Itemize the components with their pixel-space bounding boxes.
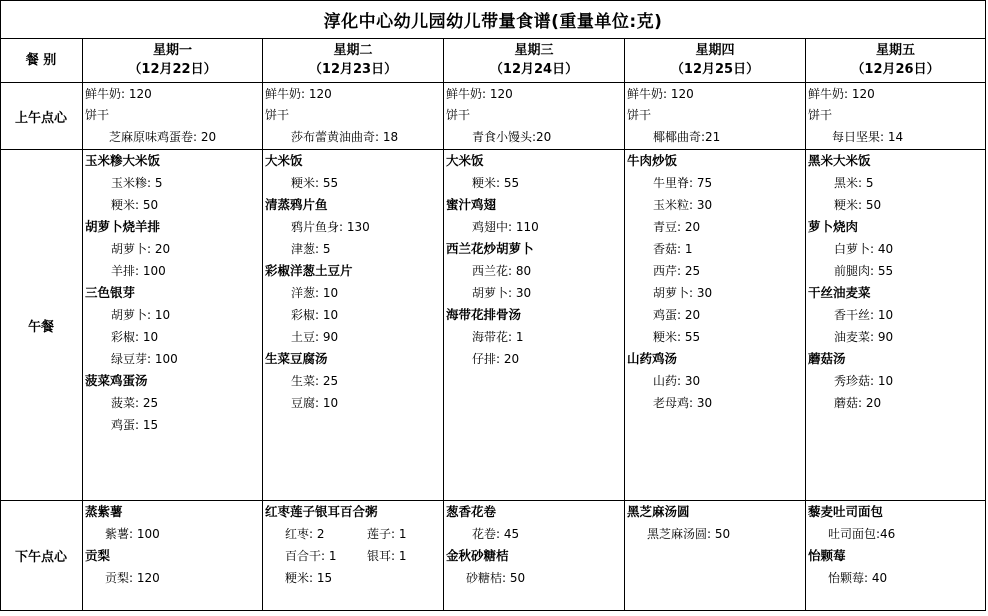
col-divider-1 (82, 38, 83, 611)
day-date: （12月26日） (851, 62, 940, 77)
ingredient: 油麦菜: 90 (834, 330, 894, 344)
ingredient: 黑芝麻汤圆: 50 (647, 527, 731, 541)
ingredient: 紫薯: 100 (105, 527, 160, 541)
day-name: 星期三 (514, 43, 554, 58)
day-header-mon (83, 38, 262, 82)
menu-item: 鲜牛奶: 120 (446, 87, 513, 101)
ingredient: 菠菜: 25 (111, 396, 159, 410)
dish-name: 大米饭 (265, 153, 303, 168)
menu-item: 饼干 (85, 108, 110, 122)
day-date: （12月23日） (308, 62, 398, 77)
dish-name: 西兰花炒胡萝卜 (446, 241, 534, 256)
dish-name: 蘑菇汤 (808, 351, 846, 366)
menu-item: 莎布蕾黄油曲奇: 18 (291, 130, 399, 144)
dish-name: 黑米大米饭 (808, 153, 871, 168)
ingredient: 香菇: 1 (653, 242, 693, 256)
lunch-cell-tue (265, 150, 442, 499)
ingredient: 香干丝: 10 (834, 308, 894, 322)
row-label-afternoon: 下午点心 (14, 550, 67, 565)
ingredient: 老母鸡: 30 (653, 396, 713, 410)
dish-name: 黑芝麻汤圆 (627, 504, 690, 519)
lunch-cell-fri (808, 150, 984, 499)
dish-name: 贡梨 (85, 548, 111, 563)
ingredient: 粳米: 15 (285, 571, 333, 585)
ingredient: 粳米: 55 (291, 176, 339, 190)
ingredient: 贡梨: 120 (105, 571, 160, 585)
ingredient: 白萝卜: 40 (834, 242, 894, 256)
lunch-cell-wed (446, 150, 623, 499)
ingredient: 红枣: 2 (285, 527, 325, 541)
ingredient: 花卷: 45 (472, 527, 520, 541)
ingredient: 山药: 30 (653, 374, 701, 388)
ingredient: 仔排: 20 (472, 352, 520, 366)
page-title: 淳化中心幼儿园幼儿带量食谱(重量单位:克) (323, 11, 663, 32)
morning-cell-tue (265, 83, 442, 149)
meal-header (0, 38, 82, 82)
dish-name: 海带花排骨汤 (446, 307, 522, 322)
row-label-morning: 上午点心 (14, 110, 67, 126)
ingredient: 西芹: 25 (653, 264, 701, 278)
lunch-cell-thu (627, 150, 804, 499)
menu-item: 鲜牛奶: 120 (808, 87, 875, 101)
ingredient: 津葱: 5 (291, 242, 331, 256)
dish-name: 生菜豆腐汤 (265, 351, 328, 366)
dish-name: 牛肉炒饭 (627, 153, 678, 168)
dish-name: 红枣莲子银耳百合粥 (265, 504, 378, 519)
ingredient: 粳米: 50 (834, 198, 882, 212)
ingredient: 粳米: 55 (472, 176, 520, 190)
ingredient: 秀珍菇: 10 (834, 374, 894, 388)
dish-name: 胡萝卜烧羊排 (85, 219, 161, 234)
morning-cell-fri (808, 83, 984, 149)
afternoon-cell-tue (265, 501, 442, 610)
dish-name: 彩椒洋葱土豆片 (265, 263, 353, 278)
dish-name: 清蒸鸦片鱼 (265, 197, 328, 212)
ingredient: 怡颗莓: 40 (828, 571, 888, 585)
morning-cell-thu (627, 83, 804, 149)
ingredient: 砂糖桔: 50 (466, 571, 526, 585)
day-name: 星期五 (875, 43, 915, 58)
menu-item: 鲜牛奶: 120 (265, 87, 332, 101)
menu-item: 芝麻原味鸡蛋卷: 20 (109, 130, 217, 144)
ingredient: 鸡蛋: 15 (111, 418, 159, 432)
menu-item: 鲜牛奶: 120 (627, 87, 694, 101)
ingredient: 青豆: 20 (653, 220, 701, 234)
dish-name: 葱香花卷 (446, 504, 497, 519)
menu-item: 鲜牛奶: 120 (85, 87, 152, 101)
ingredient: 玉米糁: 5 (111, 176, 163, 190)
day-header-tue (263, 38, 443, 82)
ingredient: 蘑菇: 20 (834, 396, 882, 410)
row-label-lunch: 午餐 (27, 319, 54, 335)
menu-item: 饼干 (808, 108, 833, 122)
menu-item: 每日坚果: 14 (832, 130, 904, 144)
ingredient: 玉米粒: 30 (653, 198, 713, 212)
day-header-fri (806, 38, 985, 82)
ingredient: 莲子: 1 (367, 527, 407, 541)
ingredient: 洋葱: 10 (291, 286, 339, 300)
dish-name: 山药鸡汤 (627, 351, 678, 366)
menu-item: 饼干 (446, 108, 471, 122)
menu-item: 饼干 (627, 108, 652, 122)
ingredient: 鸡翅中: 110 (472, 220, 539, 234)
dish-name: 蜜汁鸡翅 (446, 197, 497, 212)
col-divider-3 (443, 38, 444, 611)
menu-item: 椰椰曲奇:21 (653, 130, 721, 144)
dish-name: 金秋砂糖桔 (446, 548, 509, 563)
dish-name: 蒸紫薯 (85, 504, 123, 519)
day-date: （12月24日） (489, 62, 579, 77)
ingredient: 海带花: 1 (472, 330, 524, 344)
ingredient: 黑米: 5 (834, 176, 874, 190)
day-name: 星期四 (695, 43, 735, 58)
ingredient: 彩椒: 10 (291, 308, 339, 322)
menu-item: 青食小馒头:20 (472, 130, 552, 144)
afternoon-cell-fri (808, 501, 984, 610)
afternoon-cell-mon (85, 501, 261, 610)
ingredient: 牛里脊: 75 (653, 176, 713, 190)
ingredient: 土豆: 90 (291, 330, 339, 344)
ingredient: 绿豆芽: 100 (111, 352, 178, 366)
ingredient: 豆腐: 10 (291, 396, 339, 410)
day-date: （12月25日） (670, 62, 760, 77)
border-bottom (0, 610, 986, 611)
ingredient: 胡萝卜: 30 (472, 286, 532, 300)
morning-cell-wed (446, 83, 623, 149)
col-divider-5 (805, 38, 806, 611)
dish-name: 三色银芽 (85, 285, 136, 300)
lunch-cell-mon (85, 150, 261, 499)
day-date: （12月22日） (128, 62, 217, 77)
ingredient: 银耳: 1 (367, 549, 407, 563)
dish-name: 菠菜鸡蛋汤 (85, 373, 148, 388)
ingredient: 胡萝卜: 20 (111, 242, 171, 256)
day-name: 星期一 (152, 43, 192, 58)
border-right (985, 0, 986, 611)
morning-cell-mon (85, 83, 261, 149)
ingredient: 生菜: 25 (291, 374, 339, 388)
day-header-thu (625, 38, 805, 82)
ingredient: 前腿肉: 55 (834, 264, 894, 278)
ingredient: 胡萝卜: 30 (653, 286, 713, 300)
afternoon-cell-thu (627, 501, 804, 610)
ingredient: 羊排: 100 (111, 264, 166, 278)
ingredient: 彩椒: 10 (111, 330, 159, 344)
afternoon-cell-wed (446, 501, 623, 610)
ingredient: 西兰花: 80 (472, 264, 532, 278)
dish-name: 萝卜烧肉 (808, 219, 859, 234)
ingredient: 粳米: 50 (111, 198, 159, 212)
col-divider-2 (262, 38, 263, 611)
ingredient: 百合干: 1 (285, 549, 337, 563)
menu-item: 饼干 (265, 108, 290, 122)
dish-name: 大米饭 (446, 153, 484, 168)
day-header-wed (444, 38, 624, 82)
ingredient: 粳米: 55 (653, 330, 701, 344)
dish-name: 怡颗莓 (808, 548, 846, 563)
day-name: 星期二 (333, 43, 373, 58)
dish-name: 藜麦吐司面包 (808, 504, 884, 519)
dish-name: 干丝油麦菜 (808, 285, 871, 300)
ingredient: 鸦片鱼身: 130 (291, 220, 370, 234)
col-divider-4 (624, 38, 625, 611)
dish-name: 玉米糁大米饭 (85, 153, 161, 168)
meal-header-label: 餐 别 (25, 52, 57, 68)
ingredient: 鸡蛋: 20 (653, 308, 701, 322)
ingredient: 吐司面包:46 (828, 527, 896, 541)
ingredient: 胡萝卜: 10 (111, 308, 171, 322)
